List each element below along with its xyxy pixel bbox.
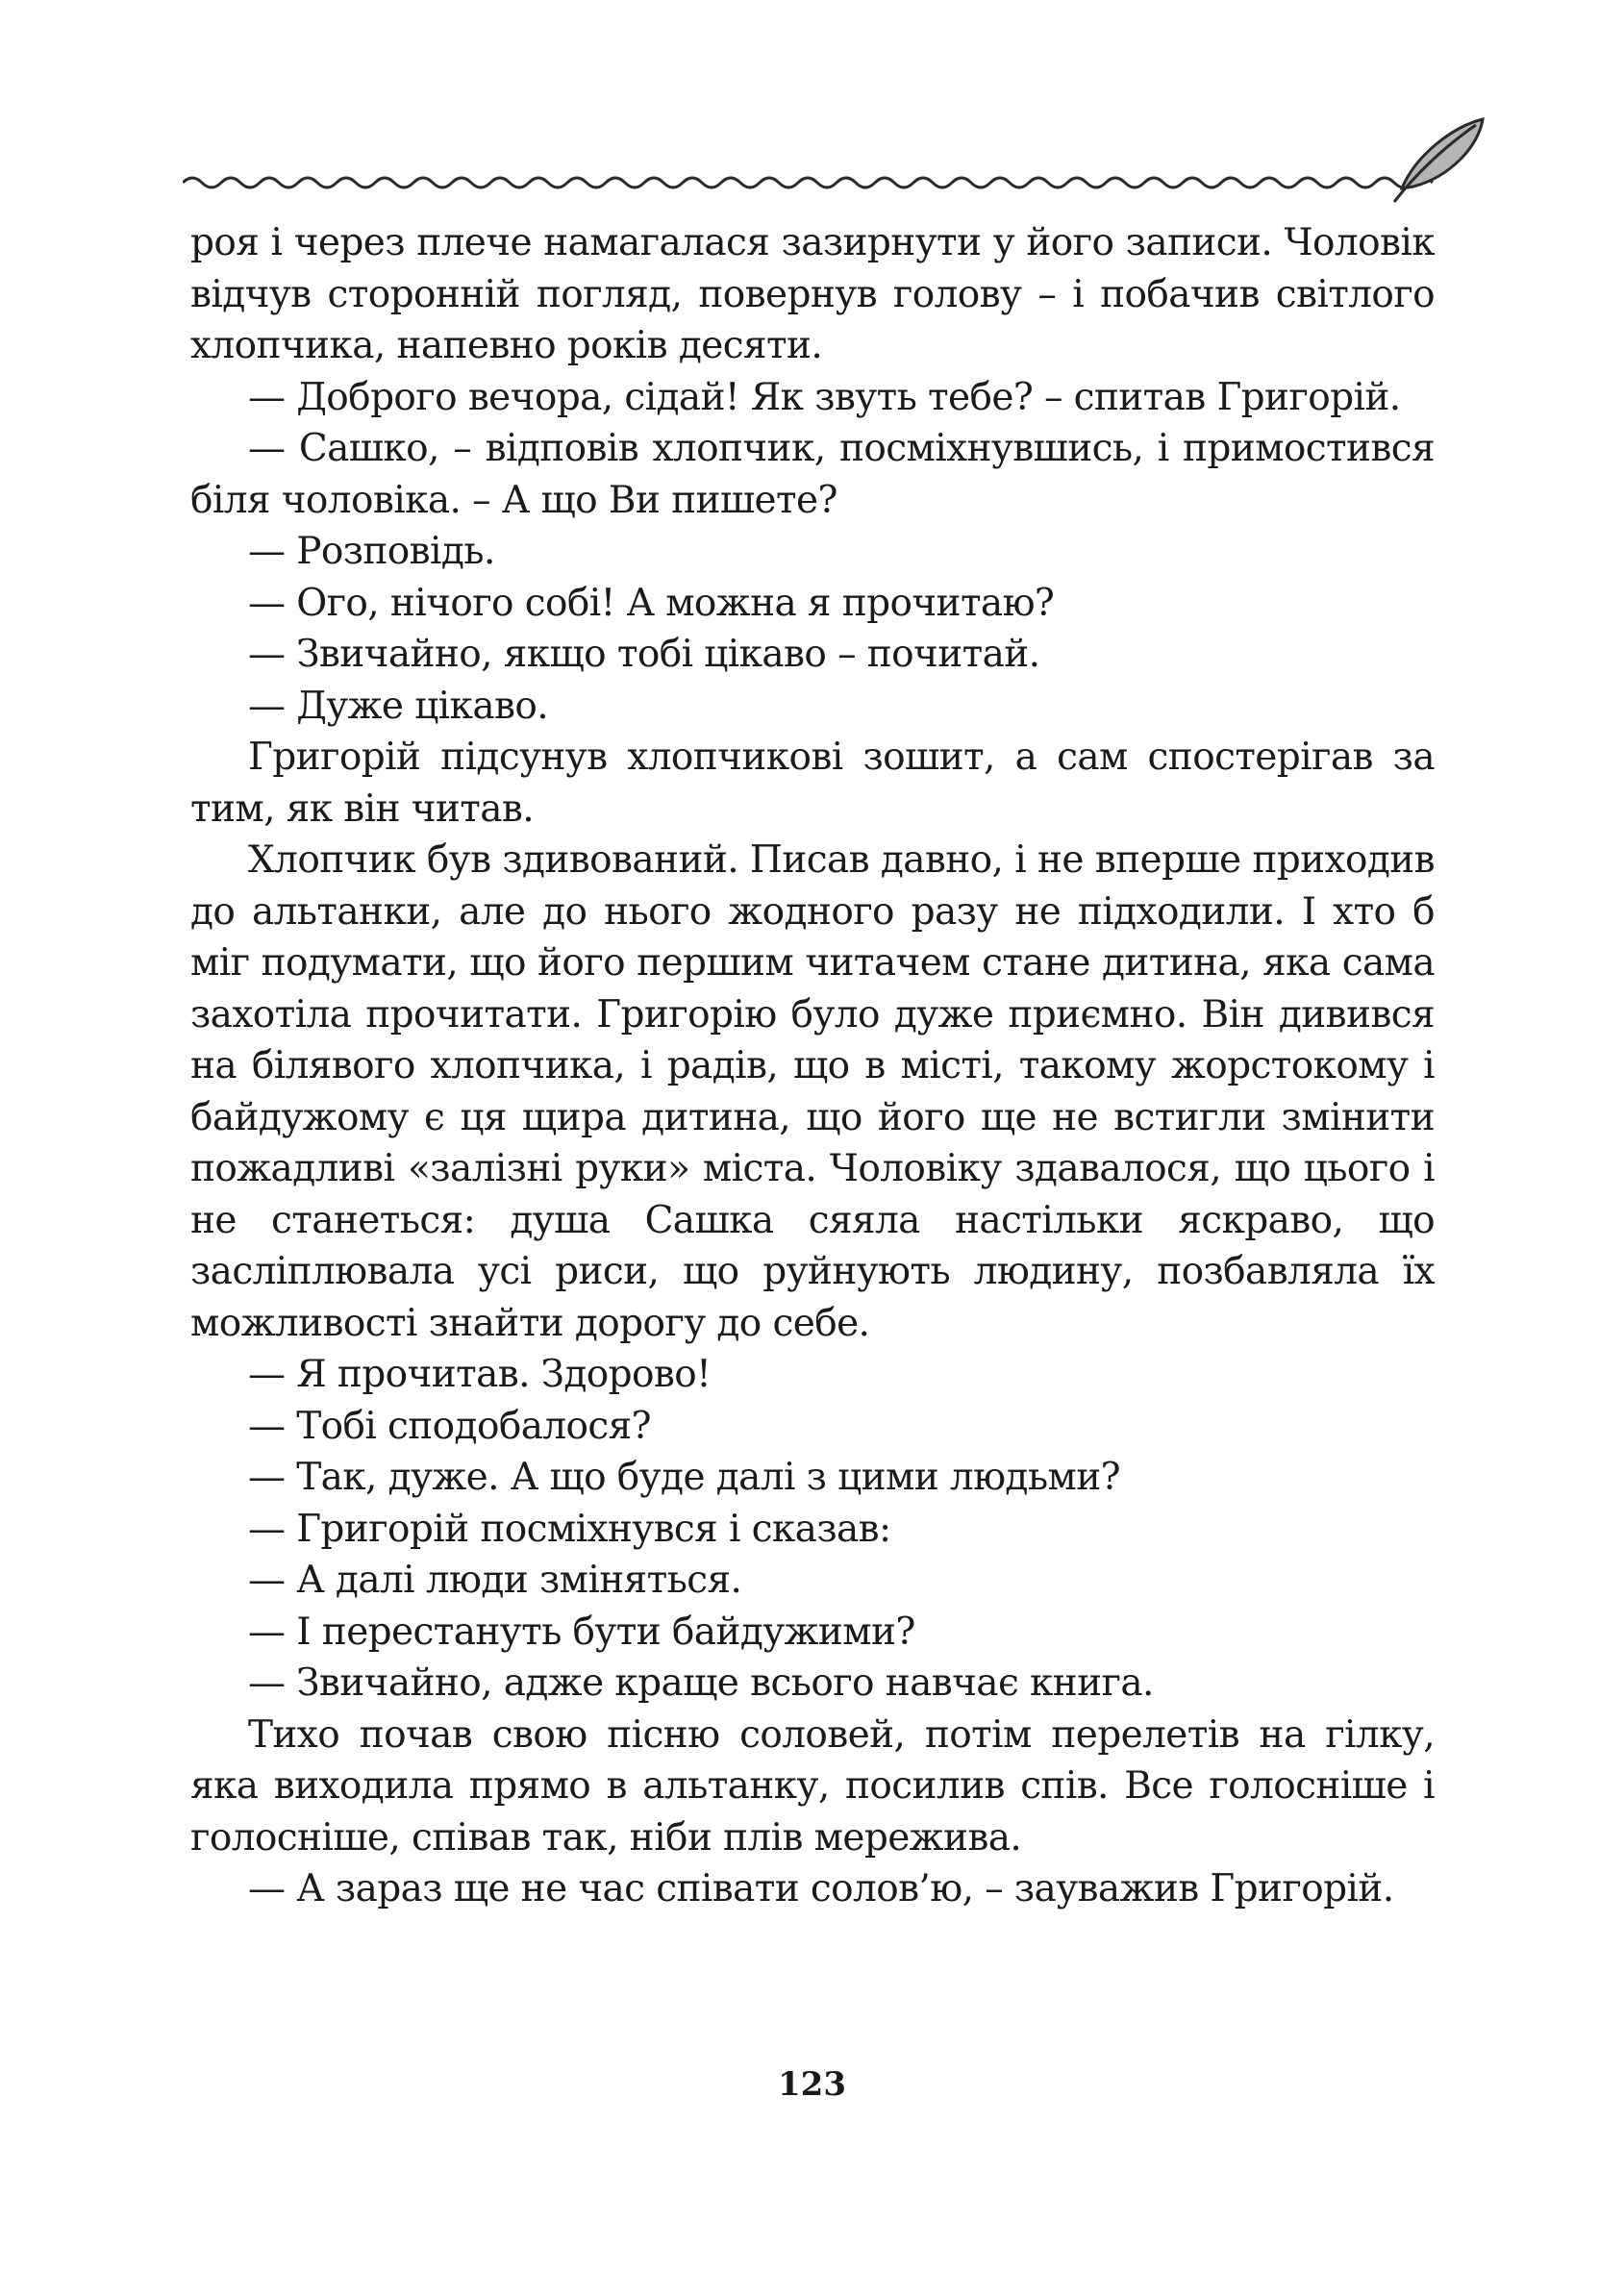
header-ornament [183,113,1490,210]
paragraph: — Ого, нічого собі! А можна я прочитаю? [248,581,1055,625]
paragraph: Григорій підсунув хлопчикові зошит, а сам спостерігав за тим, як він читав. [190,736,1435,831]
paragraph: — Сашко, – відповів хлопчик, посміхнувшись, і примостився біля чоловіка. – А що Ви пишете? [190,427,1435,522]
paragraph: — Тобі сподобалося? [248,1404,651,1448]
quill-feather-icon [1394,119,1483,202]
paragraph: — А далі люди зміняться. [248,1559,742,1602]
paragraph: Хлопчик був здивований. Писав давно, і не вперше приходив до альтанки, але до нього жодного разу не підходили. І хто б міг подумати, що його першим читачем стане дитина, яка сама захотіла прочитати. Григорію було дуже приємно. Він дивився на білявого хлопчика, і радів, що в місті, такому жорстокому і байдужому є ця щира дитина, що його ще не встигли змінити пожадливі «залізні руки» міста. Чоловіку здавалося, що цього і не станеться: душа Сашка сяяла настільки яскраво, що засліплювала усі риси, що руйнують людину, позбавляла їх можливості знайти дорогу до себе. [190,838,1435,1345]
paragraph: — А зараз ще не час співати солов’ю, – зауважив Григорій. [248,1867,1394,1910]
paragraph: Тихо почав свою пісню соловей, потім перелетів на гілку, яка виходила прямо в альтанку, посилив спів. Все голосніше і голосніше, співав так, ніби плів мережива. [190,1712,1435,1860]
paragraph: — Розповідь. [248,530,495,573]
body-text [190,217,1435,1915]
page-number: 123 [778,2065,846,2104]
paragraph: — Я прочитав. Здорово! [248,1353,712,1396]
paragraph: — Звичайно, якщо тобі цікаво – почитай. [248,633,1040,676]
paragraph: — Так, дуже. А що буде далі з цими людьми? [248,1456,1120,1499]
paragraph: — Звичайно, адже краще всього навчає книга. [248,1661,1154,1705]
paragraph: — Григорій посміхнувся і сказав: [248,1507,891,1551]
paragraph: роя і через плече намагалася зазирнути у його записи. Чоловік відчув сторонній погляд, повернув голову – і побачив світлого хлопчика, напевно років десяти. [190,221,1435,367]
paragraph: — І перестануть бути байдужими? [248,1610,915,1654]
wavy-line [183,178,1433,187]
paragraph: — Доброго вечора, сідай! Як звуть тебе? – спитав Григорій. [248,375,1401,419]
paragraph: — Дуже цікаво. [248,684,549,728]
